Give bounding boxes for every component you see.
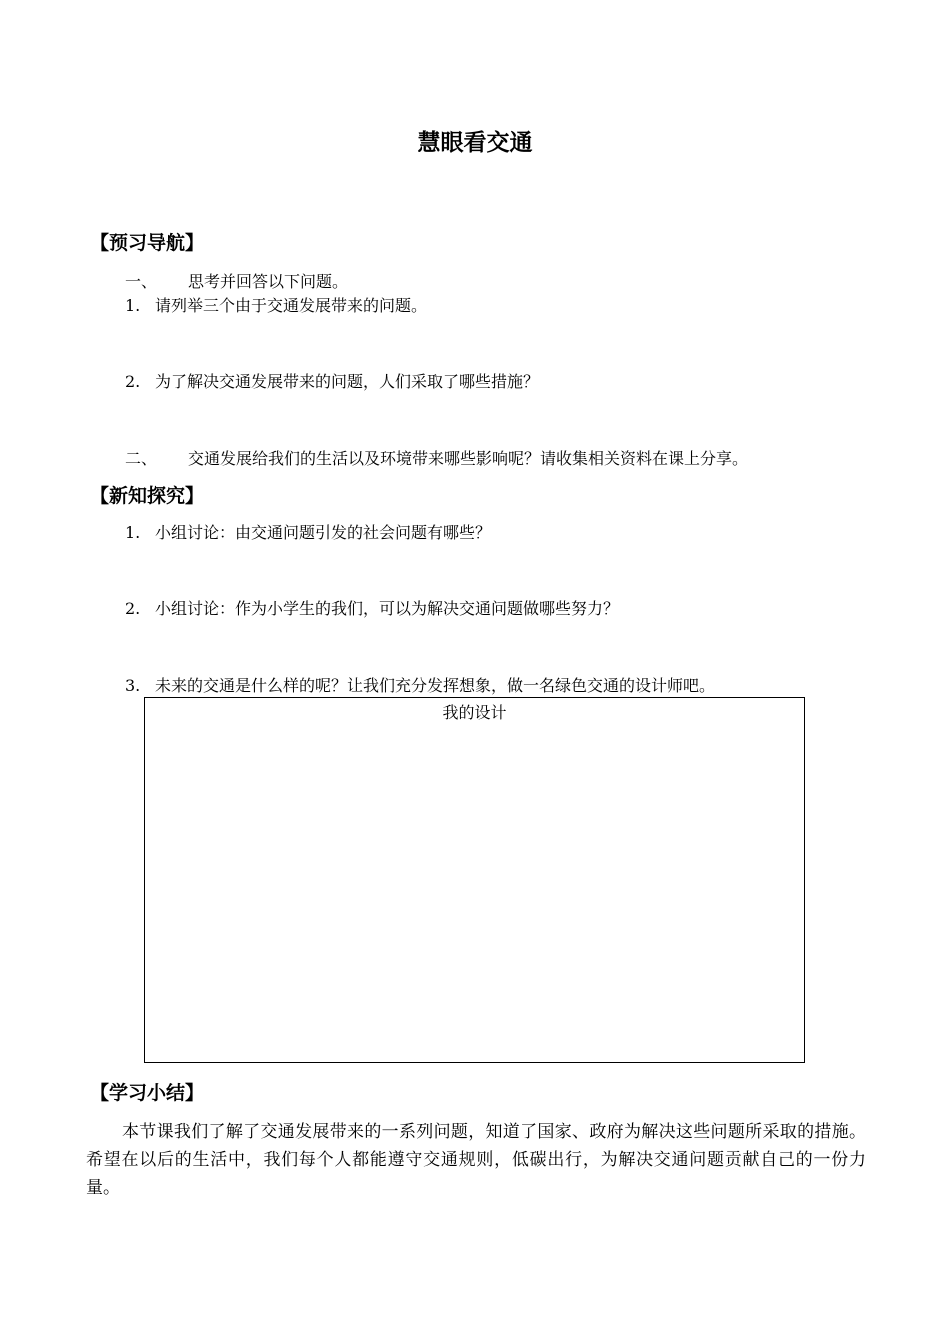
explore-item-2-text: 小组讨论：作为小学生的我们，可以为解决交通问题做哪些努力？ — [155, 599, 620, 618]
explore-item-1-number: 1. — [125, 523, 141, 542]
question-2-number: 2. — [125, 372, 141, 391]
explore-item-3-text: 未来的交通是什么样的呢？让我们充分发挥想象，做一名绿色交通的设计师吧。 — [155, 676, 716, 695]
design-box — [144, 697, 805, 1063]
explore-item-2-number: 2. — [125, 599, 141, 618]
question-1-number: 1. — [125, 296, 141, 315]
explore-item-1-text: 小组讨论：由交通问题引发的社会问题有哪些？ — [155, 523, 492, 542]
part2-marker: 二、 — [125, 449, 158, 468]
preview-heading: 【预习导航】 — [90, 232, 205, 254]
page-title: 慧眼看交通 — [417, 130, 533, 156]
question-1-text: 请列举三个由于交通发展带来的问题。 — [155, 296, 428, 315]
explore-item-3-number: 3. — [125, 676, 141, 695]
question-2-text: 为了解决交通发展带来的问题，人们采取了哪些措施？ — [155, 372, 540, 391]
part1-marker: 一、 — [125, 272, 158, 291]
part2-text: 交通发展给我们的生活以及环境带来哪些影响呢？请收集相关资料在课上分享。 — [188, 449, 749, 468]
summary-heading: 【学习小结】 — [90, 1082, 205, 1104]
design-box-label: 我的设计 — [442, 703, 507, 722]
part1-text: 思考并回答以下问题。 — [188, 272, 349, 291]
explore-heading: 【新知探究】 — [90, 485, 205, 507]
summary-paragraph: 本节课我们了解了交通发展带来的一系列问题，知道了国家、政府为解决这些问题所采取的措施。希望在以后的生活中，我们每个人都能遵守交通规则，低碳出行，为解决交通问题贡献自己的一份力量。 — [86, 1122, 866, 1198]
